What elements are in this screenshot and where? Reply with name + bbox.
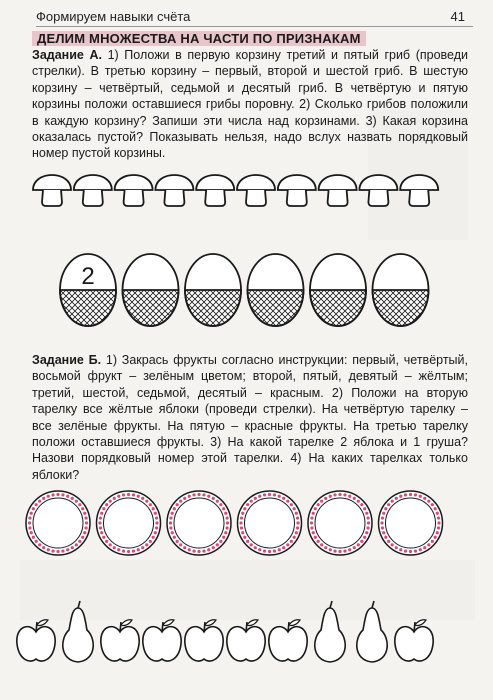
plates-row [0, 483, 493, 563]
task-a-label: Задание А. [32, 48, 102, 62]
header-rule [36, 26, 473, 27]
page-header [18, 6, 473, 28]
section-title: ДЕЛИМ МНОЖЕСТВА НА ЧАСТИ ПО ПРИЗНАКАМ [32, 31, 366, 46]
mushroom-icon [237, 175, 275, 206]
apple-icon [395, 620, 433, 661]
plate [97, 491, 161, 555]
fruits-row [0, 598, 493, 678]
pear-icon [63, 601, 93, 662]
task-b-body: 1) Закрась фрукты согласно инструкции: первый, четвёртый, восьмой фрукт – зелёным цветом; второй, пятый, девятый – жёлтым; третий, шестой, седьмой, десятый – красным. 2) Положи на вторую тарелку все жёлтые яблоки (проведи стрелки). На четвёртую тарелку – все зелёные фрукты. На пятую – красные фрукты. На третью тарелку положи оставшиеся фрукты. 3) На какой тарелке 2 яблока и 1 груша? Назови порядковый номер этой тарелки. 4) На каких тарелках только яблоки? [32, 353, 468, 482]
basket-number: 2 [81, 263, 95, 290]
apple-icon [227, 620, 265, 661]
apple-icon [185, 620, 223, 661]
basket [373, 254, 429, 326]
mushroom-icon [196, 175, 234, 206]
apple-icon [101, 620, 139, 661]
mushroom-icon [319, 175, 357, 206]
pear-icon [315, 601, 345, 662]
basket [185, 254, 241, 326]
basket [310, 254, 366, 326]
mushroom-icon [74, 175, 112, 206]
basket [60, 254, 116, 326]
apple-icon [17, 620, 55, 661]
apple-icon [143, 620, 181, 661]
basket [248, 254, 304, 326]
task-b-text [32, 352, 468, 483]
task-a-text [32, 47, 468, 162]
task-a-body: 1) Положи в первую корзину третий и пятый гриб (проведи стрелки). В третью корзину – первый, второй и шестой гриб. В шестую корзину – четвёртый, седьмой и десятый гриб. В четвёртую и пятую корзины положи оставшиеся грибы поровну. 2) Сколько грибов положили в каждую корзину? Запиши эти числа над корзинами. 3) Какая корзина оказалась пустой? Показывать нельзя, надо вслух назвать порядковый номер пустой корзины. [32, 48, 468, 161]
pear-icon [357, 601, 387, 662]
task-b-label: Задание Б. [32, 353, 102, 367]
mushroom-icon [115, 175, 153, 206]
mushrooms-row [0, 168, 493, 228]
mushroom-icon [278, 175, 316, 206]
plate [379, 491, 443, 555]
mushroom-icon [33, 175, 71, 206]
page-number: 41 [450, 9, 465, 24]
mushroom-icon [359, 175, 397, 206]
plate [26, 491, 90, 555]
mushroom-icon [155, 175, 193, 206]
plate [167, 491, 231, 555]
apple-icon [269, 620, 307, 661]
plate [238, 491, 302, 555]
basket [123, 254, 179, 326]
plate [308, 491, 372, 555]
header-title: Формируем навыки счёта [36, 9, 191, 24]
baskets-row [0, 248, 493, 348]
mushroom-icon [400, 175, 438, 206]
